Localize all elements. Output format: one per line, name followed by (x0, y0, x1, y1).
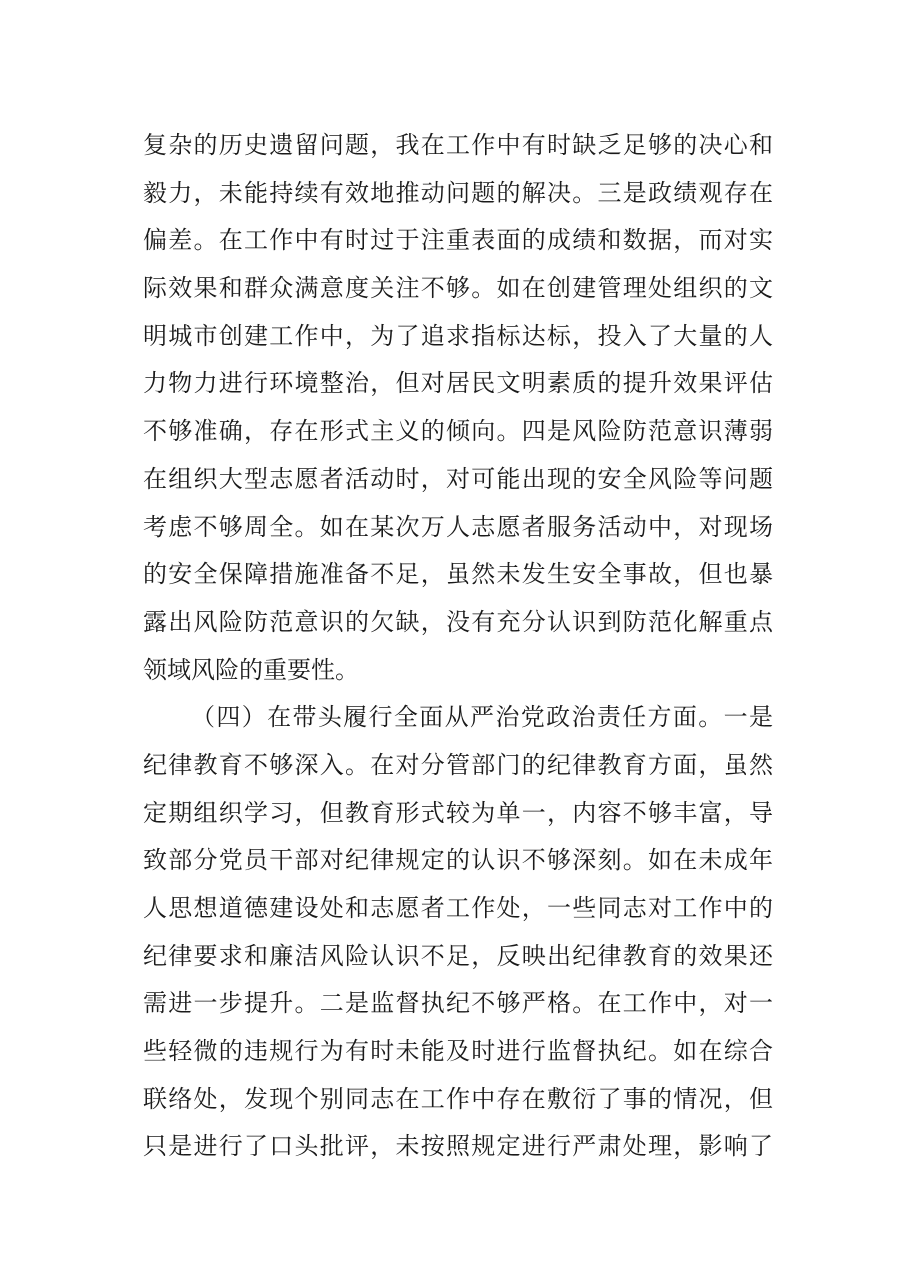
text-line-20: 些轻微的违规行为有时未能及时进行监督执纪。如在综合 (143, 1037, 773, 1066)
body-text (143, 122, 773, 1171)
text-line-2: 毅力，未能持续有效地推动问题的解决。三是政绩观存在 (143, 178, 773, 207)
text-line-3: 偏差。在工作中有时过于注重表面的成绩和数据，而对实 (143, 226, 773, 255)
text-line-21: 联络处，发现个别同志在工作中存在敷衍了事的情况，但 (143, 1084, 773, 1113)
text-line-17: 人思想道德建设处和志愿者工作处，一些同志对工作中的 (143, 894, 773, 922)
text-line-8: 在组织大型志愿者活动时，对可能出现的安全风险等问题 (143, 464, 773, 493)
text-line-4: 际效果和群众满意度关注不够。如在创建管理处组织的文 (143, 274, 773, 303)
text-line-5: 明城市创建工作中，为了追求指标达标，投入了大量的人 (143, 321, 773, 350)
text-line-18: 纪律要求和廉洁风险认识不足，反映出纪律教育的效果还 (143, 941, 773, 970)
text-line-14: 纪律教育不够深入。在对分管部门的纪律教育方面，虽然 (143, 750, 773, 779)
text-line-16: 致部分党员干部对纪律规定的认识不够深刻。如在未成年 (143, 846, 773, 875)
text-line-7: 不够准确，存在形式主义的倾向。四是风险防范意识薄弱 (143, 417, 773, 446)
text-line-11: 露出风险防范意识的欠缺，没有充分认识到防范化解重点 (143, 607, 773, 636)
text-line-19: 需进一步提升。二是监督执纪不够严格。在工作中，对一 (143, 989, 773, 1018)
text-line-10: 的安全保障措施准备不足，虽然未发生安全事故，但也暴 (143, 560, 773, 589)
text-line-15: 定期组织学习，但教育形式较为单一，内容不够丰富，导 (143, 798, 773, 827)
text-line-12: 领域风险的重要性。 (143, 655, 359, 684)
text-line-6: 力物力进行环境整治，但对居民文明素质的提升效果评估 (143, 369, 773, 398)
text-line-1: 复杂的历史遗留问题，我在工作中有时缺乏足够的决心和 (143, 131, 773, 159)
section-heading-line: （四）在带头履行全面从严治党政治责任方面。一是 (191, 703, 773, 732)
text-line-22: 只是进行了口头批评，未按照规定进行严肃处理，影响了 (143, 1132, 773, 1161)
text-line-9: 考虑不够周全。如在某次万人志愿者服务活动中，对现场 (143, 512, 773, 541)
